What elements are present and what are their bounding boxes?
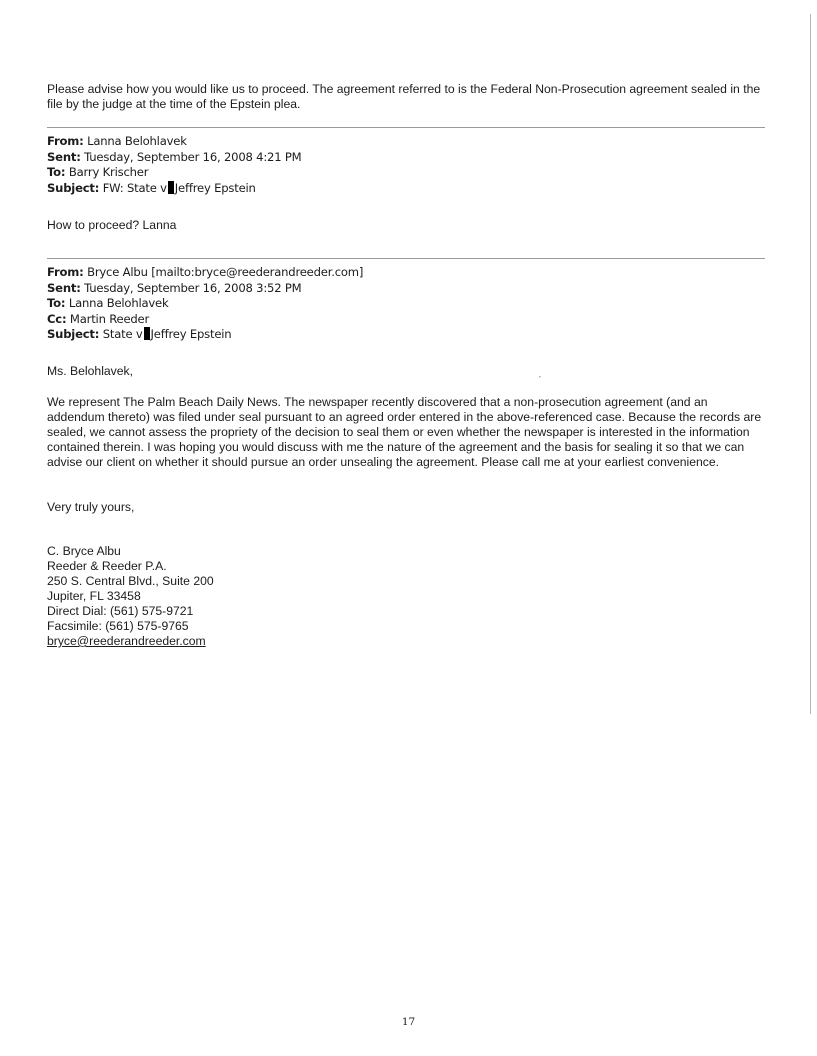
- intro-paragraph: Please advise how you would like us to proceed. The agreement referred to is the Federal Non-Prosecution agreement sealed in the file by the judge at the time of the Epstein plea.: [47, 82, 761, 111]
- signature-fax: Facsimile: (561) 575-9765: [47, 619, 189, 633]
- page-number: 17: [401, 1016, 416, 1028]
- scan-speck: ,: [539, 372, 541, 379]
- email1-subject-line: Subject: FW: State v Jeffrey Epstein: [47, 180, 256, 195]
- signature-block: [47, 544, 767, 649]
- redaction-mark: [168, 181, 174, 194]
- email2-to-line: To: Lanna Belohlavek: [47, 296, 169, 310]
- email2-closing: Very truly yours,: [47, 500, 135, 514]
- signature-firm: Reeder & Reeder P.A.: [47, 559, 167, 573]
- email1-body: How to proceed? Lanna: [47, 218, 177, 232]
- email2-from-line: From: Bryce Albu [mailto:bryce@reederandreeder.com]: [47, 265, 364, 279]
- email2-sent: Tuesday, September 16, 2008 3:52 PM: [84, 280, 302, 295]
- email2-from: Bryce Albu [mailto:bryce@reederandreeder.com]: [87, 265, 364, 279]
- email2-header: [47, 265, 767, 343]
- email2-subject-pre: State v: [102, 327, 143, 341]
- email2-subject-line: Subject: State v Jeffrey Epstein: [47, 327, 232, 341]
- separator-2: [47, 258, 765, 259]
- email1-from-line: From: Lanna Belohlavek: [47, 134, 187, 148]
- page-edge-line: [810, 14, 811, 714]
- email1-sent: Tuesday, September 16, 2008 4:21 PM: [84, 149, 302, 164]
- signature-name: C. Bryce Albu: [47, 544, 121, 558]
- separator-1: [47, 127, 765, 128]
- email1-subject-pre: FW: State v: [102, 180, 167, 195]
- email2-to: Lanna Belohlavek: [68, 296, 169, 310]
- email2-greeting: Ms. Belohlavek,: [47, 364, 134, 378]
- email2-cc: Martin Reeder: [69, 311, 150, 326]
- redaction-mark: [144, 327, 150, 340]
- email2-subject-post: Jeffrey Epstein: [150, 327, 232, 341]
- signature-address2: Jupiter, FL 33458: [47, 589, 141, 603]
- email1-subject-post: Jeffrey Epstein: [174, 180, 256, 195]
- email2-body: We represent The Palm Beach Daily News. The newspaper recently discovered that a non-prosecution agreement (and an addendum thereto) was filed under seal pursuant to an agreed order entered in the above-referenced case. Because the records are sealed, we cannot assess the propriety of the decision to seal them or even whether the newspaper is interested in the information contained therein. I was hoping you would discuss with me the nature of the agreement and the basis for sealing it so that we can advise our client on whether it should pursue an order unsealing the agreement. Please call me at your earliest convenience.: [47, 395, 762, 469]
- signature-email-link[interactable]: bryce@reederandreeder.com: [47, 634, 206, 648]
- email1-to: Barry Krischer: [68, 165, 149, 179]
- email1-sent-line: Sent: Tuesday, September 16, 2008 4:21 PM: [47, 149, 302, 164]
- email2-sent-line: Sent: Tuesday, September 16, 2008 3:52 PM: [47, 280, 302, 295]
- signature-direct-dial: Direct Dial: (561) 575-9721: [47, 604, 194, 618]
- email1-from: Lanna Belohlavek: [87, 134, 187, 148]
- email2-cc-line: Cc: Martin Reeder: [47, 311, 150, 326]
- signature-address1: 250 S. Central Blvd., Suite 200: [47, 574, 214, 588]
- email1-to-line: To: Barry Krischer: [47, 165, 149, 179]
- email1-header: [47, 134, 767, 196]
